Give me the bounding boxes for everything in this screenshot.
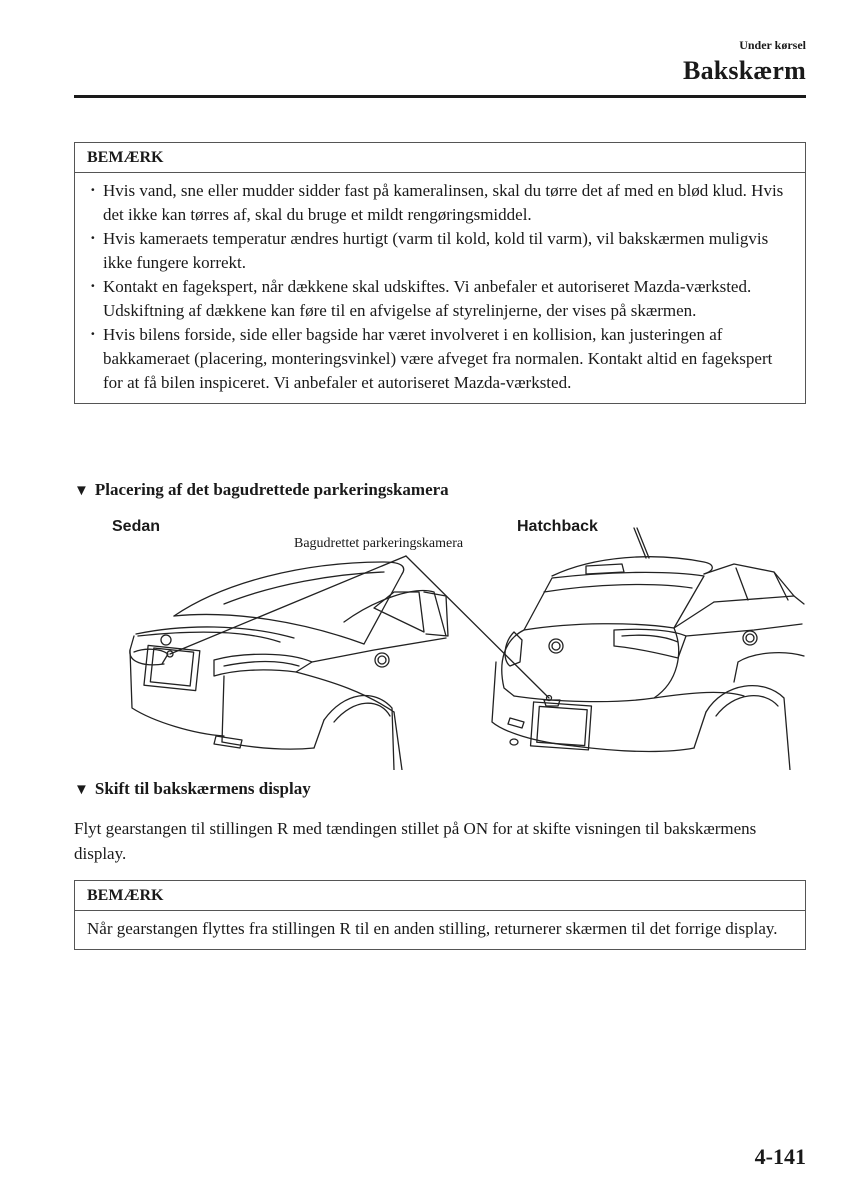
switch-display-paragraph: Flyt gearstangen til stillingen R med tændingen stillet på ON for at skifte visningen til bakskærmens display. bbox=[74, 819, 757, 863]
figure-callout-camera: Bagudrettet parkeringskamera bbox=[294, 536, 464, 551]
callout-line-hatchback bbox=[406, 556, 549, 698]
note-box-2 bbox=[74, 880, 806, 950]
note-item: · Kontakt en fagekspert, når dækkene skal udskiftes. Vi anbefaler et autoriseret Mazda-værksted. Udskiftning af dækkene kan føre til en afvigelse af styrelinjerne, der vises på skærmen. bbox=[87, 275, 793, 323]
note-list bbox=[87, 179, 793, 395]
triangle-marker-icon: ▼ bbox=[74, 782, 89, 798]
section-heading-text: Skift til bakskærmens display bbox=[94, 779, 311, 798]
hatchback-rear-view bbox=[492, 528, 804, 770]
note-heading: BEMÆRK bbox=[75, 881, 805, 911]
note-item: · Hvis vand, sne eller mudder sidder fast på kameralinsen, skal du tørre det af med en blød klud. Hvis det ikke kan tørres af, skal du bruge et mildt rengøringsmiddel. bbox=[87, 179, 793, 227]
note-box-1 bbox=[74, 142, 806, 404]
section-heading-switch-display bbox=[74, 779, 311, 799]
note-item: · Hvis bilens forside, side eller bagside har været involveret i en kollision, kan justeringen af bakkameraet (placering, monteringsvinkel) være afveget fra normalen. Kontakt altid en fagekspert for at få bilen inspiceret. Vi anbefaler et autoriseret Mazda-værksted. bbox=[87, 323, 793, 395]
note-heading: BEMÆRK bbox=[75, 143, 805, 173]
page-number: 4-141 bbox=[754, 1144, 806, 1169]
page-title: Bakskærm bbox=[683, 56, 806, 85]
section-heading-text: Placering af det bagudrettede parkeringskamera bbox=[94, 480, 449, 499]
callout-line-sedan bbox=[170, 556, 406, 654]
car-illustration bbox=[74, 512, 806, 770]
sedan-rear-view bbox=[130, 562, 448, 770]
figure-label-hatchback: Hatchback bbox=[517, 518, 598, 535]
note-body: Når gearstangen flyttes fra stillingen R til en anden stilling, returnerer skærmen til det forrige display. bbox=[87, 919, 778, 938]
camera-location-figure bbox=[74, 512, 806, 770]
header-rule bbox=[74, 95, 806, 98]
note-item: · Hvis kameraets temperatur ændres hurtigt (varm til kold, kold til varm), vil bakskærmen muligvis ikke fungere korrekt. bbox=[87, 227, 793, 275]
section-label: Under kørsel bbox=[739, 38, 806, 52]
note-body bbox=[75, 173, 805, 403]
figure-label-sedan: Sedan bbox=[112, 518, 161, 535]
section-heading-camera-location bbox=[74, 480, 449, 500]
triangle-marker-icon: ▼ bbox=[74, 483, 89, 499]
